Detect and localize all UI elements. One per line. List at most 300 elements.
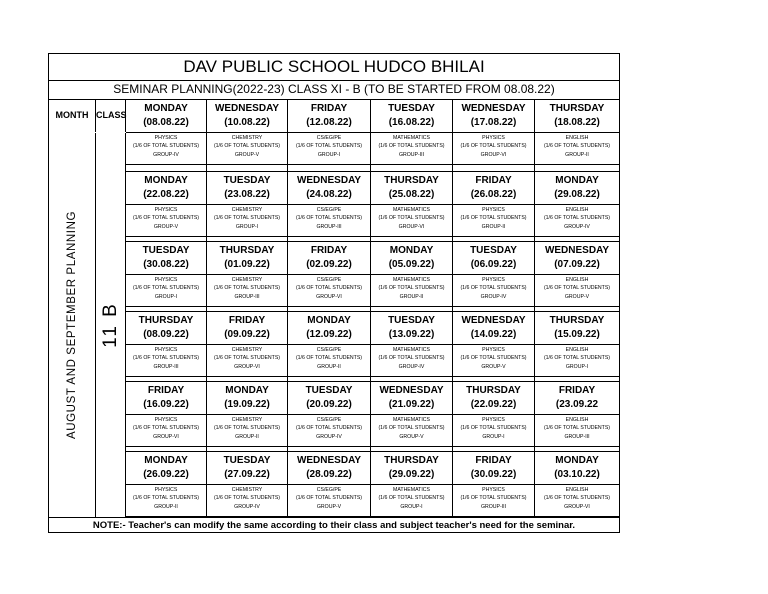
day-name: THURSDAY [219,245,275,256]
student-share: (1/6 OF TOTAL STUDENTS) [460,143,527,150]
subject-info [453,206,534,231]
seminar-date: (20.09.22) [306,399,352,410]
schedule-cell [371,242,453,313]
subject-info [207,276,287,301]
subject-info [453,486,534,511]
student-group: GROUP-VI [153,433,179,440]
student-group: GROUP-III [480,503,507,510]
student-group: GROUP-II [235,433,259,440]
seminar-date: (27.09.22) [224,469,270,480]
day-name: WEDNESDAY [296,175,362,186]
schedule-cell [207,242,288,313]
subject-info [371,206,452,231]
student-group: GROUP-I [317,151,341,158]
day-date-heading [207,312,287,345]
seminar-date: (26.08.22) [470,189,517,200]
student-group: GROUP-II [317,363,341,370]
day-date-heading [535,172,619,205]
student-share: (1/6 OF TOTAL STUDENTS) [213,495,281,502]
schedule-cell [371,452,453,517]
subject-name: PHYSICS [482,277,505,283]
day-date-heading [535,100,619,133]
subject-info [371,486,452,511]
seminar-date: (03.10.22) [554,469,600,480]
student-share: (1/6 OF TOTAL STUDENTS) [543,355,611,362]
day-name: FRIDAY [475,175,512,186]
seminar-date: (21.09.22) [388,399,435,410]
student-share: (1/6 OF TOTAL STUDENTS) [460,495,527,502]
subject-info [288,206,370,231]
subject-info [126,134,206,159]
seminar-date: (17.08.22) [470,117,517,128]
seminar-date: (05.09.22) [388,259,435,270]
footer-note: NOTE:- Teacher's can modify the same according to their class and subject teacher's need for the seminar. [49,517,619,534]
seminar-date: (19.09.22) [224,399,270,410]
subject-info [535,134,619,159]
student-share: (1/6 OF TOTAL STUDENTS) [378,495,445,502]
subject-name: CS/EG/PE [316,417,342,423]
student-share: (1/6 OF TOTAL STUDENTS) [213,215,281,222]
subject-name: MATHEMATICS [393,207,430,213]
subject-info [288,134,370,159]
day-name: FRIDAY [228,315,266,326]
student-share: (1/6 OF TOTAL STUDENTS) [132,355,200,362]
subject-info [207,134,287,159]
day-name: MONDAY [144,103,188,114]
seminar-date: (18.08.22) [554,117,600,128]
day-date-heading [288,242,370,275]
day-date-heading [453,382,534,415]
subject-info [288,486,370,511]
seminar-date: (22.09.22) [470,399,517,410]
schedule-cell [371,100,453,171]
day-date-heading [288,312,370,345]
subject-info [371,346,452,371]
subject-name: MATHEMATICS [393,487,430,493]
seminar-date: (07.09.22) [554,259,600,270]
student-share: (1/6 OF TOTAL STUDENTS) [295,355,363,362]
schedule-cell [126,452,207,517]
subject-info [126,206,206,231]
subject-name: ENGLISH [565,487,589,493]
day-name: TUESDAY [142,245,190,256]
schedule-cell [371,172,453,243]
day-date-heading [453,452,534,485]
class-header: CLASS [96,99,126,132]
student-share: (1/6 OF TOTAL STUDENTS) [378,143,445,150]
day-date-heading [453,312,534,345]
subject-info [288,346,370,371]
day-date-heading [535,382,619,415]
subject-info [288,276,370,301]
subject-info [207,416,287,441]
student-group: GROUP-V [564,293,590,300]
student-share: (1/6 OF TOTAL STUDENTS) [295,143,363,150]
schedule-cell [453,172,535,243]
schedule-cell [288,100,371,171]
seminar-date: (29.09.22) [388,469,435,480]
student-group: GROUP-III [564,433,590,440]
schedule-cell [207,452,288,517]
schedule-cell [126,242,207,313]
day-name: THURSDAY [138,315,194,326]
schedule-cell [126,100,207,171]
student-share: (1/6 OF TOTAL STUDENTS) [460,215,527,222]
student-share: (1/6 OF TOTAL STUDENTS) [213,425,281,432]
subject-name: PHYSICS [154,277,178,283]
subject-info [453,276,534,301]
schedule-cell [535,312,619,383]
day-name: THURSDAY [549,103,605,114]
subject-info [371,276,452,301]
seminar-date: (16.08.22) [388,117,435,128]
seminar-date: (02.09.22) [306,259,352,270]
student-share: (1/6 OF TOTAL STUDENTS) [295,425,363,432]
seminar-date: (01.09.22) [224,259,270,270]
schedule-cell [453,100,535,171]
day-name: TUESDAY [305,385,353,396]
seminar-date: (06.09.22) [470,259,517,270]
subject-name: ENGLISH [565,277,589,283]
subject-name: PHYSICS [482,487,505,493]
schedule-cell [535,242,619,313]
subject-name: MATHEMATICS [393,135,430,141]
seminar-date: (12.08.22) [306,117,352,128]
day-name: MONDAY [307,315,351,326]
schedule-cell [453,242,535,313]
student-group: GROUP-I [400,503,423,510]
schedule-cell [453,382,535,453]
seminar-date: (09.09.22) [224,329,270,340]
day-date-heading [126,100,206,133]
schedule-cell [535,382,619,453]
student-group: GROUP-I [235,223,259,230]
row-separator [126,236,619,237]
seminar-planning-sheet [48,53,620,533]
student-group: GROUP-V [153,223,179,230]
schedule-block [126,99,619,171]
subject-info [453,416,534,441]
day-date-heading [288,382,370,415]
subject-name: CS/EG/PE [316,487,342,493]
day-date-heading [371,172,452,205]
day-name: TUESDAY [388,103,435,114]
subject-info [207,486,287,511]
schedule-cell [126,172,207,243]
student-group: GROUP-IV [480,293,507,300]
student-group: GROUP-I [154,293,178,300]
day-date-heading [126,312,206,345]
seminar-date: (28.09.22) [306,469,352,480]
seminar-date: (16.09.22) [143,399,189,410]
subject-name: ENGLISH [565,135,589,141]
day-date-heading [207,382,287,415]
subject-info [535,346,619,371]
student-share: (1/6 OF TOTAL STUDENTS) [213,143,281,150]
row-separator [126,306,619,307]
schedule-cell [453,312,535,383]
subject-info [207,206,287,231]
seminar-date: (14.09.22) [470,329,517,340]
subject-name: MATHEMATICS [393,417,430,423]
schedule-cell [288,382,371,453]
day-name: FRIDAY [310,103,348,114]
student-share: (1/6 OF TOTAL STUDENTS) [132,495,200,502]
subject-info [288,416,370,441]
sheet-subtitle: SEMINAR PLANNING(2022-23) CLASS XI - B (TO BE STARTED FROM 08.08.22) [49,80,619,100]
student-group: GROUP-IV [564,223,590,230]
student-share: (1/6 OF TOTAL STUDENTS) [132,425,200,432]
seminar-date: (08.08.22) [143,117,189,128]
day-date-heading [207,452,287,485]
subject-name: CHEMISTRY [231,135,263,141]
month-column [49,133,96,517]
schedule-cell [535,172,619,243]
schedule-cell [371,312,453,383]
subject-name: CS/EG/PE [316,277,342,283]
seminar-date: (25.08.22) [388,189,435,200]
subject-info [453,346,534,371]
student-share: (1/6 OF TOTAL STUDENTS) [543,495,611,502]
subject-name: PHYSICS [154,347,178,353]
day-date-heading [207,242,287,275]
subject-info [371,134,452,159]
subject-name: CHEMISTRY [231,417,263,423]
student-group: GROUP-I [565,363,589,370]
student-group: GROUP-III [234,293,260,300]
day-date-heading [453,172,534,205]
seminar-date: (10.08.22) [224,117,270,128]
subject-name: MATHEMATICS [393,277,430,283]
day-date-heading [371,100,452,133]
schedule-block [126,451,619,517]
student-share: (1/6 OF TOTAL STUDENTS) [132,285,200,292]
month-header: MONTH [49,99,96,132]
day-date-heading [126,382,206,415]
subject-name: PHYSICS [482,135,505,141]
day-name: WEDNESDAY [461,103,526,114]
student-group: GROUP-V [399,433,424,440]
day-name: FRIDAY [475,455,512,466]
seminar-date: (15.09.22) [554,329,600,340]
schedule-cell [207,382,288,453]
seminar-date: (23.09.22 [555,399,599,410]
student-group: GROUP-III [398,151,425,158]
subject-name: CS/EG/PE [316,347,342,353]
row-separator [126,164,619,165]
day-name: WEDNESDAY [296,455,362,466]
day-name: MONDAY [555,455,599,466]
subject-name: PHYSICS [154,207,178,213]
schedule-cell [207,100,288,171]
student-group: GROUP-IV [234,503,260,510]
seminar-date: (13.09.22) [388,329,435,340]
schedule-block [126,171,619,243]
subject-info [535,486,619,511]
student-share: (1/6 OF TOTAL STUDENTS) [295,495,363,502]
subject-name: PHYSICS [154,417,178,423]
subject-name: CHEMISTRY [231,207,263,213]
student-group: GROUP-V [481,363,506,370]
subject-info [535,206,619,231]
day-name: WEDNESDAY [379,385,444,396]
day-date-heading [288,172,370,205]
subject-info [371,416,452,441]
subject-name: PHYSICS [154,135,178,141]
day-name: WEDNESDAY [461,315,526,326]
schedule-cell [207,172,288,243]
student-share: (1/6 OF TOTAL STUDENTS) [543,215,611,222]
day-name: FRIDAY [310,245,348,256]
day-date-heading [207,100,287,133]
student-share: (1/6 OF TOTAL STUDENTS) [378,285,445,292]
schedule-cell [288,452,371,517]
day-name: MONDAY [225,385,269,396]
subject-name: ENGLISH [565,347,589,353]
day-date-heading [453,242,534,275]
day-date-heading [371,242,452,275]
seminar-date: (30.08.22) [143,259,189,270]
seminar-date: (22.08.22) [143,189,189,200]
student-group: GROUP-II [399,293,424,300]
student-group: GROUP-V [316,503,342,510]
schedule-cell [535,100,619,171]
row-separator [126,446,619,447]
day-date-heading [371,382,452,415]
student-share: (1/6 OF TOTAL STUDENTS) [213,355,281,362]
student-share: (1/6 OF TOTAL STUDENTS) [378,355,445,362]
student-share: (1/6 OF TOTAL STUDENTS) [132,215,200,222]
day-name: FRIDAY [147,385,185,396]
student-group: GROUP-VI [234,363,260,370]
day-date-heading [535,242,619,275]
student-share: (1/6 OF TOTAL STUDENTS) [213,285,281,292]
schedule-cell [288,312,371,383]
day-date-heading [126,172,206,205]
seminar-date: (08.09.22) [143,329,189,340]
student-group: GROUP-V [234,151,260,158]
student-group: GROUP-IV [316,433,342,440]
student-share: (1/6 OF TOTAL STUDENTS) [543,285,611,292]
day-date-heading [453,100,534,133]
schedule-cell [207,312,288,383]
schedule-cell [288,242,371,313]
schedule-cell [453,452,535,517]
seminar-date: (23.08.22) [224,189,270,200]
subject-info [453,134,534,159]
subject-name: CHEMISTRY [231,347,263,353]
student-group: GROUP-IV [153,151,179,158]
student-share: (1/6 OF TOTAL STUDENTS) [543,143,611,150]
day-date-heading [535,452,619,485]
day-name: THURSDAY [384,455,439,466]
day-name: THURSDAY [384,175,439,186]
schedule-cell [288,172,371,243]
schedule-cell [371,382,453,453]
subject-info [535,276,619,301]
subject-name: ENGLISH [565,207,589,213]
seminar-date: (29.08.22) [554,189,600,200]
student-share: (1/6 OF TOTAL STUDENTS) [460,355,527,362]
day-name: TUESDAY [470,245,517,256]
school-title: DAV PUBLIC SCHOOL HUDCO BHILAI [49,54,619,81]
student-share: (1/6 OF TOTAL STUDENTS) [378,215,445,222]
day-date-heading [535,312,619,345]
student-share: (1/6 OF TOTAL STUDENTS) [295,285,363,292]
seminar-date: (30.09.22) [470,469,517,480]
schedule-block [126,311,619,383]
subject-info [126,486,206,511]
day-name: TUESDAY [223,455,271,466]
subject-name: PHYSICS [482,347,505,353]
schedule-grid [126,99,619,517]
student-share: (1/6 OF TOTAL STUDENTS) [460,285,527,292]
class-label: 11 B [99,302,121,348]
seminar-date: (12.09.22) [306,329,352,340]
day-name: FRIDAY [558,385,596,396]
schedule-block [126,381,619,453]
day-name: MONDAY [144,175,188,186]
schedule-cell [126,382,207,453]
subject-info [126,346,206,371]
day-date-heading [288,452,370,485]
day-name: MONDAY [389,245,434,256]
seminar-date: (24.08.22) [306,189,352,200]
student-group: GROUP-II [481,223,506,230]
row-separator [126,376,619,377]
student-share: (1/6 OF TOTAL STUDENTS) [295,215,363,222]
subject-name: MATHEMATICS [393,347,430,353]
day-name: THURSDAY [466,385,521,396]
day-name: TUESDAY [223,175,271,186]
day-name: TUESDAY [388,315,435,326]
subject-name: CS/EG/PE [316,135,342,141]
student-group: GROUP-VI [398,223,425,230]
subject-name: CHEMISTRY [231,277,263,283]
class-column [96,133,126,517]
day-name: WEDNESDAY [544,245,610,256]
day-date-heading [371,312,452,345]
day-name: MONDAY [144,455,188,466]
subject-name: PHYSICS [482,417,505,423]
student-group: GROUP-III [316,223,342,230]
subject-info [126,416,206,441]
student-share: (1/6 OF TOTAL STUDENTS) [378,425,445,432]
month-label: AUGUST AND SEPTEMBER PLANNING [66,210,78,440]
subject-name: PHYSICS [154,487,178,493]
subject-info [207,346,287,371]
subject-name: PHYSICS [482,207,505,213]
student-group: GROUP-III [153,363,179,370]
schedule-cell [126,312,207,383]
day-name: MONDAY [555,175,599,186]
student-share: (1/6 OF TOTAL STUDENTS) [543,425,611,432]
day-name: THURSDAY [549,315,605,326]
subject-info [535,416,619,441]
schedule-block [126,241,619,313]
student-group: GROUP-I [482,433,505,440]
subject-info [126,276,206,301]
day-name: WEDNESDAY [214,103,280,114]
student-group: GROUP-II [565,151,589,158]
subject-name: ENGLISH [565,417,589,423]
student-group: GROUP-VI [564,503,590,510]
schedule-cell [535,452,619,517]
student-share: (1/6 OF TOTAL STUDENTS) [132,143,200,150]
student-group: GROUP-IV [398,363,425,370]
seminar-date: (26.09.22) [143,469,189,480]
day-date-heading [371,452,452,485]
